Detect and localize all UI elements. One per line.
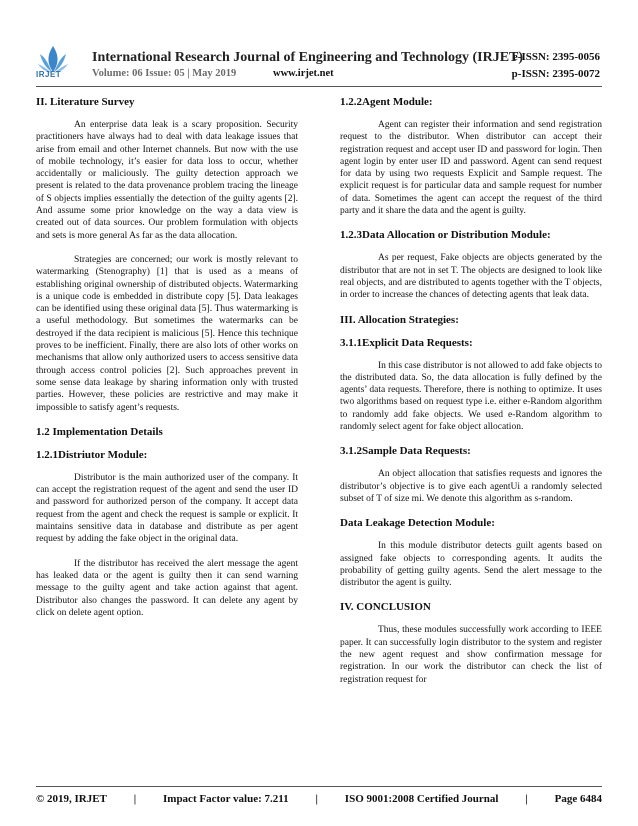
sample-requests-heading: 3.1.2Sample Data Requests: bbox=[340, 445, 471, 458]
left-column bbox=[36, 96, 298, 631]
header-rule bbox=[36, 86, 602, 87]
literature-paragraph-2: Strategies are concerned; our work is mostly relevant to watermarking (Stenography) [1] that is used as a means of establishing original ownership of distributed objects. Watermarking is a unique code is embedded in distribute copy [5]. Data leakages can be identified using these original data [5]. Thus watermarking is a useful methodology. But sometimes the watermarks can be destroyed if the data recipient is malicious [5]. Hence this technique proves to be inefficient. Finally, there are also lots of other works on mechanisms that allow only authorized users to access sensitive data through access control policies [2]. Such approaches prevent in some sense data leakage by sharing information only with trusted parties. However, these policies are restrictive and may make it impossible to satisfy agent’s requests. bbox=[36, 254, 298, 413]
footer-separator: | bbox=[315, 793, 318, 805]
p-issn: p-ISSN: 2395-0072 bbox=[511, 68, 600, 80]
conclusion-heading: IV. CONCLUSION bbox=[340, 601, 431, 614]
page-footer bbox=[36, 793, 602, 805]
footer-iso: ISO 9001:2008 Certified Journal bbox=[344, 793, 499, 805]
journal-website: www.irjet.net bbox=[273, 68, 334, 79]
e-issn: e-ISSN: 2395-0056 bbox=[512, 51, 600, 63]
explicit-requests-paragraph: In this case distributor is not allowed to add fake objects to the distributed data. So, the data allocation is fully defined by the agents’ data requests. Therefore, there is nothing to optimize. It uses two algorithms based on request type i.e. either e-Random algorithm to randomly add fake objects. We used e-Random algorithm to randomly select agent for fake object allocation. bbox=[340, 360, 602, 433]
literature-paragraph-1: An enterprise data leak is a scary proposition. Security practitioners have always had to deal with data leakage issues that arise from email and other Internet channels. But now with the use of mobile technology, it’s easier for data loss to occur, whether accidentally or maliciously. The guilty detection approach we present is related to the data provenance problem tracing the lineage of S objects implies essentially the detection of the guilty agents [2]. And assume some prior knowledge on the way a data view is created out of data sources. Our problem formulation with objects and sets is more general As far as the data allocation. bbox=[36, 120, 298, 241]
right-column bbox=[340, 96, 602, 698]
leakage-detection-paragraph: In this module distributor detects guilt agents based on assigned fake objects to corresponding agents. It audits the probability of getting guilty agents. Send the alert message to the distributor the agent is guilty. bbox=[340, 541, 602, 589]
logo-text: IRJET bbox=[36, 70, 62, 79]
implementation-heading: 1.2 Implementation Details bbox=[36, 425, 163, 438]
agent-module-heading: 1.2.2Agent Module: bbox=[340, 96, 433, 108]
footer-separator: | bbox=[133, 793, 137, 805]
literature-survey-heading: II. Literature Survey bbox=[36, 96, 135, 108]
data-allocation-heading: 1.2.3Data Allocation or Distribution Module: bbox=[340, 229, 551, 242]
footer-copyright: © 2019, IRJET bbox=[36, 793, 107, 805]
agent-paragraph: Agent can register their information and send registration request to the distributor. When distributor can accept their registration request and accept user ID and password for login. Then agent login by enter user ID and password. Agent can send request for data by using two requests Explicit and Sample request. The explicit request is for particular data and sample request for number of data. Sometimes the agent can accept the request of the third party and it share the data and the agent is guilty. bbox=[340, 120, 602, 217]
footer-separator: | bbox=[525, 793, 528, 805]
explicit-requests-heading: 3.1.1Explicit Data Requests: bbox=[340, 336, 473, 349]
conclusion-paragraph: Thus, these modules successfully work according to IEEE paper. It can successfully login distributor to the system and register the new agent request and show confirmation message for registration. In our work the distributor can check the list of registration request for bbox=[340, 625, 602, 685]
footer-rule bbox=[36, 786, 602, 787]
allocation-strategies-heading: III. Allocation Strategies: bbox=[340, 313, 459, 326]
footer-impact-factor: Impact Factor value: 7.211 bbox=[163, 793, 289, 805]
journal-title: International Research Journal of Engineering and Technology (IRJET) bbox=[92, 50, 524, 65]
distributor-module-heading: 1.2.1Distriutor Module: bbox=[36, 448, 148, 461]
distributor-paragraph-1: Distributor is the main authorized user of the company. It can accept the registration request of the agent and send the user ID and password for authorized person of the company. It accept data request from the agent and check the request is sample or explicit. It maintains sensitive data in database and distribute as per agent request by adding the fake object in the original data. bbox=[36, 472, 298, 545]
page-header bbox=[0, 0, 638, 86]
volume-issue: Volume: 06 Issue: 05 | May 2019 bbox=[92, 68, 237, 79]
leakage-detection-heading: Data Leakage Detection Module: bbox=[340, 517, 495, 530]
distributor-paragraph-2: If the distributor has received the alert message the agent has leaked data or the agent is guilty then it can send warning message to the guilty agent and take action against that agent. Distributor also changes the password. It can delete any agent by click on delete agent option. bbox=[36, 558, 298, 618]
footer-page-number: Page 6484 bbox=[554, 793, 602, 805]
sample-requests-paragraph: An object allocation that satisfies requests and ignores the distributor’s objective is to give each agentUi a randomly selected subset of T of size mi. We denote this algorithm as s-random. bbox=[340, 469, 602, 504]
data-allocation-paragraph: As per request, Fake objects are objects generated by the distributor that are not in set T. The objects are designed to look like real objects, and are distributed to agents together with the T objects, in order to increase the chances of detecting agents that leak data. bbox=[340, 253, 602, 301]
